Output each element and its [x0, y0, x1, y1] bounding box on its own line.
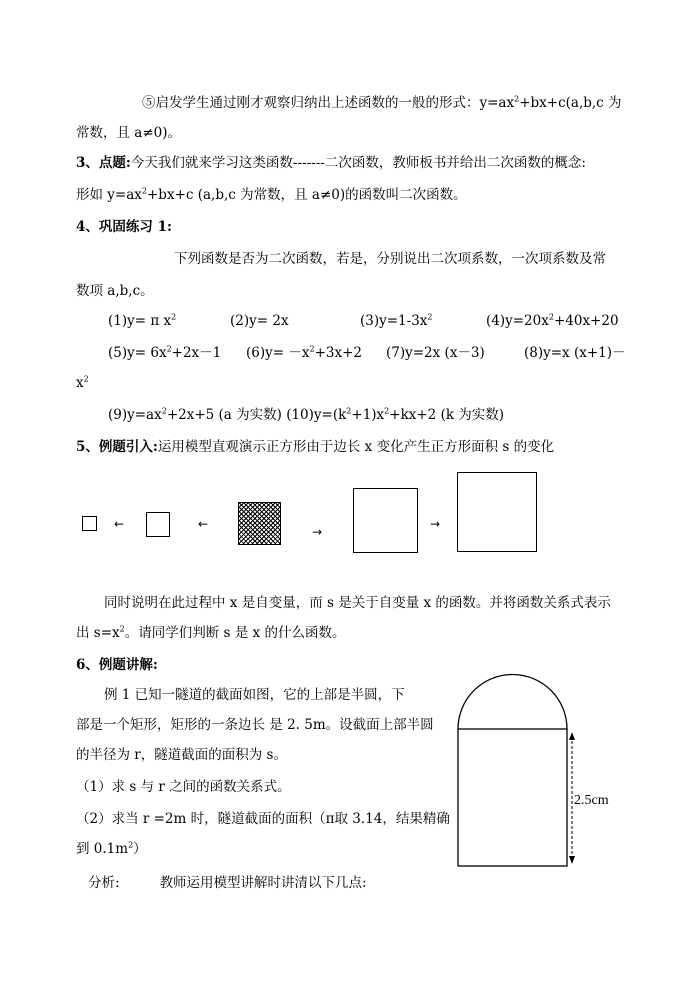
- sup: 2: [346, 406, 352, 416]
- analysis-label: 分析:: [88, 875, 120, 891]
- square-medium: [353, 488, 418, 553]
- square-large: [457, 472, 537, 552]
- sec3-line2-b: +bx+c (a,b,c 为常数，且 a≠0)的函数叫二次函数。: [147, 187, 467, 203]
- sec5-expl1: 同时说明在此过程中 x 是自变量，而 s 是关于自变量 x 的函数。并将函数关系式表示: [104, 595, 611, 611]
- question-2: （2）求当 r =2m 时，隧道截面的面积（π取 3.14，结果精确: [76, 811, 450, 827]
- exercise-5-b: +2x－1: [171, 345, 222, 361]
- question-3-a: 到 0.1m: [76, 841, 129, 857]
- exercise-8-cont-text: x: [76, 375, 84, 391]
- square-hatched: [238, 502, 281, 545]
- sup: 2: [128, 840, 134, 850]
- sec5-heading: 5、例题引入:: [76, 439, 158, 455]
- analysis-text: 教师运用模型讲解时讲清以下几点:: [159, 875, 367, 891]
- arrow-right-icon: →: [430, 517, 441, 531]
- tunnel-rectangle: [458, 729, 567, 866]
- sec3-line1: [76, 154, 586, 172]
- sup: 2: [161, 406, 167, 416]
- tunnel-diagram: [455, 670, 575, 870]
- para1-line1: [142, 94, 622, 112]
- exercise-9-a: (9)y=ax: [108, 407, 162, 423]
- example-line2: 部是一个矩形，矩形的一条边长 是 2. 5m。设截面上部半圆: [76, 717, 434, 733]
- exercise-9-b: +2x+5 (a 为实数) (10)y=(k: [166, 407, 347, 423]
- sec4-intro2: 数项 a,b,c。: [76, 283, 154, 299]
- question-3-b: ）: [133, 841, 147, 857]
- sup: 2: [548, 312, 554, 322]
- exercise-8: (8)y=x (x+1)－: [524, 345, 626, 361]
- exercise-7: (7)y=2x (x－3): [386, 345, 485, 361]
- example-line3: 的半径为 r，隧道截面的面积为 s。: [76, 747, 287, 763]
- arrow-left-icon: ←: [198, 517, 209, 531]
- tunnel-semicircle: [458, 675, 567, 730]
- exercise-6-a: (6)y= －x: [246, 345, 310, 361]
- para1-line1-a: ⑤启发学生通过刚才观察归纳出上述函数的一般的形式：y=ax: [142, 95, 515, 111]
- exercise-6-b: +3x+2: [314, 345, 362, 361]
- exercise-6: [246, 344, 362, 362]
- exercise-8-cont: [76, 374, 89, 392]
- exercise-5-a: (5)y= 6x: [108, 345, 167, 361]
- arrow-right-icon: →: [312, 525, 323, 539]
- sec5-line: [76, 438, 554, 456]
- exercise-1-text: (1)y= π x: [108, 313, 172, 329]
- sup: 2: [141, 186, 147, 196]
- sec5-expl2: [76, 624, 345, 642]
- sec3-line1-rest: 今天我们就来学习这类函数-------二次函数，教师板书并给出二次函数的概念:: [130, 155, 586, 171]
- exercise-4-b: +40x+20: [553, 313, 619, 329]
- exercise-5: [108, 344, 221, 362]
- sup: 2: [514, 94, 520, 104]
- sec3-line2: [76, 186, 467, 204]
- para1-line1-b: +bx+c(a,b,c 为: [519, 95, 622, 111]
- sup: 2: [166, 344, 172, 354]
- sec4-heading: 4、巩固练习 1:: [76, 219, 172, 235]
- exercise-4: [486, 312, 619, 330]
- sec4-intro1: 下列函数是否为二次函数，若是，分别说出二次项系数，一次项系数及常: [174, 251, 606, 267]
- exercise-1: [108, 312, 176, 330]
- question-3: [76, 840, 147, 858]
- sup: 2: [119, 624, 125, 634]
- para1-line2: 常数，且 a≠0)。: [76, 125, 182, 141]
- exercise-10-a: +1)x: [351, 407, 385, 423]
- exercise-3-text: (3)y=1-3x: [360, 313, 428, 329]
- analysis-line: [88, 874, 367, 892]
- square-small: [146, 512, 170, 537]
- question-1: （1）求 s 与 r 之间的函数关系式。: [76, 779, 291, 795]
- example-line1: 例 1 已知一隧道的截面如图，它的上部是半圆，下: [104, 687, 405, 703]
- sup: 2: [309, 344, 315, 354]
- sec5-rest: 运用模型直观演示正方形由于边长 x 变化产生正方形面积 s 的变化: [157, 439, 555, 455]
- arrow-up-icon: [569, 732, 575, 740]
- sup: 2: [427, 312, 433, 322]
- sec5-expl2-b: 。请同学们判断 s 是 x 的什么函数。: [124, 625, 346, 641]
- exercise-9-10: [108, 406, 504, 424]
- sec5-expl2-a: 出 s=x: [76, 625, 120, 641]
- sup: 2: [384, 406, 390, 416]
- sec6-heading: 6、例题讲解:: [76, 657, 158, 673]
- exercise-4-a: (4)y=20x: [486, 313, 549, 329]
- arrow-left-icon: ←: [114, 517, 125, 531]
- sup: 2: [171, 312, 177, 322]
- exercise-10-b: +kx+2 (k 为实数): [389, 407, 505, 423]
- exercise-3: [360, 312, 433, 330]
- sec3-line2-a: 形如 y=ax: [76, 187, 142, 203]
- arrow-down-icon: [569, 856, 575, 864]
- sup: 2: [83, 374, 89, 384]
- exercise-2: (2)y= 2x: [230, 313, 289, 329]
- dimension-label: 2.5cm: [574, 793, 609, 808]
- sec3-heading: 3、点题:: [76, 155, 131, 171]
- square-tiny: [82, 516, 97, 531]
